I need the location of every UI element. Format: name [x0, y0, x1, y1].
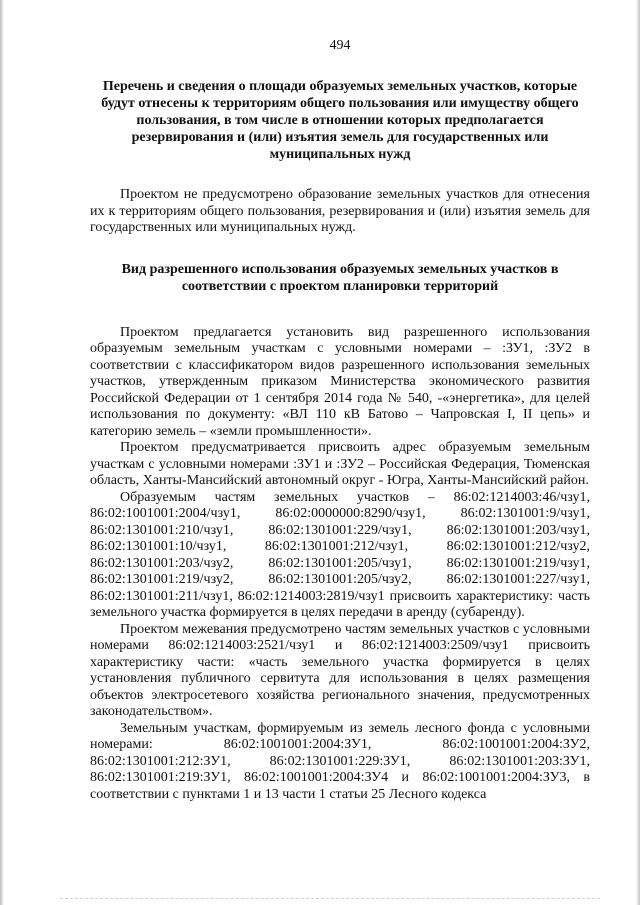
- section-heading-land-plots-public-use: Перечень и сведения о площади образуемых земельных участков, которые будут отнесены к территориям общего пользования или имуществу общего пользования, в том числе в отношении которых предполагается резервирования и (или) изъятия земель для государственных или муниципальных нужд: [101, 79, 579, 162]
- scan-right-edge: [636, 0, 640, 905]
- paragraph-no-public-use-plots: Проектом не предусмотрено образование земельных участков для отнесения их к территориям общего пользования, резервирования и (или) изъятия земель для государственных или муниципальных нужд.: [90, 187, 590, 235]
- paragraph-lease-parts: Образуемым частям земельных участков – 86:02:1214003:46/чзу1, 86:02:1001001:2004/чзу1, 86:02:0000000:8290/чзу1, 86:02:1301001:9/чзу1, 86:02:1301001:210/чзу1, 86:02:1301001:229/чзу1, 86:02:1301001:203/чзу1, 86:02:1301001:10/чзу1, 86:02:1301001:212/чзу1, 86:02:1301001:212/чзу2, 86:02:1301001:203/чзу2, 86:02:1301001:205/чзу1, 86:02:1301001:219/чзу1, 86:02:1301001:219/чзу2, 86:02:1301001:205/чзу2, 86:02:1301001:227/чзу1, 86:02:1301001:211/чзу1, 86:02:1214003:2819/чзу1 присвоить характеристику: часть земельного участка формируется в целях передачи в аренду (субаренду).: [90, 489, 590, 620]
- scan-left-edge: [0, 0, 4, 905]
- paragraph-forest-fund-plots: Земельным участкам, формируемым из земель лесного фонда с условными номерами: 86:02:1001001:2004:ЗУ1, 86:02:1001001:2004:ЗУ2, 86:02:1301001:212:ЗУ1, 86:02:1301001:229:ЗУ1, 86:02:1301001:203:ЗУ1, 86:02:1301001:219:ЗУ1, 86:02:1001001:2004:ЗУ4 и 86:02:1001001:2004:ЗУ3, в соответствии с пунктами 1 и 13 части 1 статьи 25 Лесного кодекса: [90, 720, 590, 802]
- paragraph-permitted-use: Проектом предлагается установить вид разрешенного использования образуемым земельным участкам с условными номерами – :ЗУ1, :ЗУ2 в соответствии с классификатором видов разрешенного использования земельных участков, утвержденным приказом Министерства экономического развития Российской Федерации от 1 сентября 2014 года № 540, -«энергетика», для целей использования по документу: «ВЛ 110 кВ Батово – Чапровская I, II цепь» и категорию земель – «земли промышленности».: [90, 324, 590, 439]
- document-page: [90, 38, 590, 803]
- scan-bottom-edge: [60, 898, 600, 899]
- paragraph-address-assignment: Проектом предусматривается присвоить адрес образуемым земельным участкам с условными номерами :ЗУ1 и :ЗУ2 – Российская Федерация, Тюменская область, Ханты-Мансийский автономный округ - Югра, Ханты-Мансийский район.: [90, 440, 590, 488]
- section-heading-permitted-use: Вид разрешенного использования образуемых земельных участков в соответствии с проектом планировки территорий: [121, 261, 559, 294]
- paragraph-public-servitude: Проектом межевания предусмотрено частям земельных участков с условными номерами 86:02:1214003:2521/чзу1 и 86:02:1214003:2509/чзу1 присвоить характеристику части: «часть земельного участка формируется в целях установления публичного сервитута для использования в целях размещения объектов электросетевого хозяйства регионального значения, предусмотренных законодательством».: [90, 621, 590, 719]
- page-number: 494: [329, 38, 351, 53]
